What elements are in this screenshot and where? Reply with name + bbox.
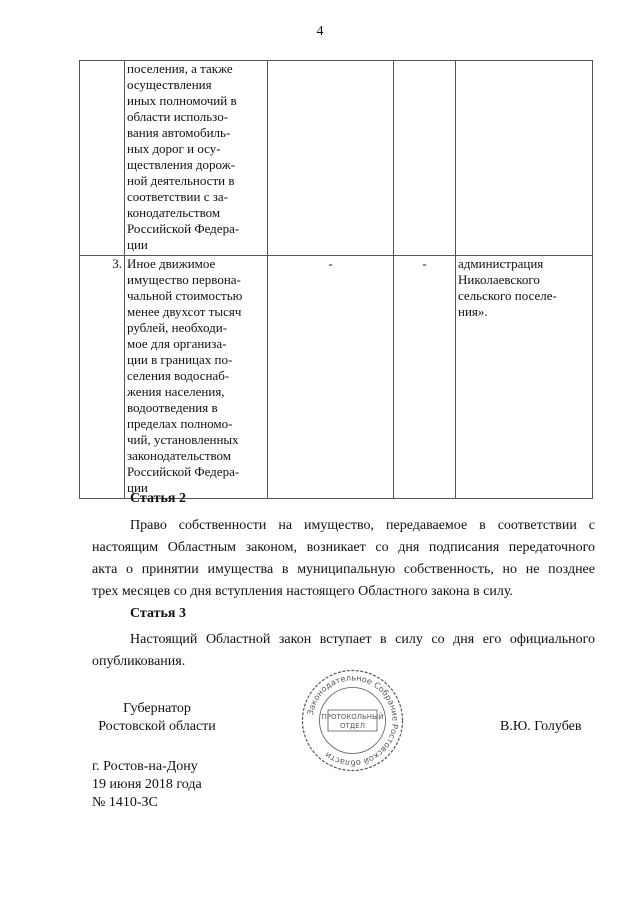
law-number: № 1410-ЗС [92, 795, 158, 810]
property-name-line: ции [127, 237, 148, 252]
stamp-inner-text-2: ОТДЕЛ [340, 722, 365, 730]
property-name-line: ции в границах по- [127, 352, 233, 367]
stamp-seal [300, 668, 405, 773]
property-table [79, 60, 593, 499]
recipient-line: ния». [458, 304, 488, 319]
property-name-line: конодательством [127, 205, 221, 220]
article-2-heading: Статья 2 [130, 491, 186, 506]
stamp-ring-text: Законодательное Собрание Ростовской области [304, 672, 401, 769]
table-row [80, 256, 593, 499]
property-name-line: иных полномочий в [127, 93, 237, 108]
table-row [80, 61, 593, 256]
row-number-cell: 3. [80, 256, 125, 499]
recipient-cell [456, 61, 593, 256]
property-name-line: Российской Федера- [127, 464, 240, 479]
property-name-line: поселения, а также [127, 61, 233, 76]
recipient-line: администрация [458, 256, 544, 271]
date: 19 июня 2018 года [92, 777, 202, 792]
property-name-line: законодательством [127, 448, 232, 463]
property-name-cell [125, 256, 268, 499]
property-name-line: жения населения, [127, 384, 225, 399]
article-2-line: акта о принятии имущества в муниципальную собственность, но не позднее [92, 562, 595, 577]
signatory-position [92, 700, 222, 736]
property-name-line: чальной стоимостью [127, 288, 243, 303]
property-name-line: менее двухсот тысяч [127, 304, 242, 319]
article-2-line: трех месяцев со дня вступления настоящего Областного закона в силу. [92, 584, 513, 599]
property-name-line: области использо- [127, 109, 229, 124]
property-name-line: ции [127, 480, 148, 495]
property-name-line: чий, установленных [127, 432, 239, 447]
property-name-line: ных дорог и осу- [127, 141, 221, 156]
article-2-text [92, 515, 595, 603]
recipient-cell [456, 256, 593, 499]
property-name-cell [125, 61, 268, 256]
article-2-line: Право собственности на имущество, передаваемое в соответствии с [130, 518, 595, 533]
row-number-cell [80, 61, 125, 256]
property-table-body [80, 61, 593, 499]
column-4-cell [394, 61, 456, 256]
column-3-cell [268, 61, 394, 256]
article-3-line: опубликования. [92, 654, 186, 669]
property-name-line: пределах полномо- [127, 416, 233, 431]
recipient-line: Николаевского [458, 272, 540, 287]
article-2-line: настоящим Областным законом, возникает со дня подписания передаточного [92, 540, 595, 555]
property-name-line: рублей, необходи- [127, 320, 228, 335]
page-number: 4 [316, 24, 324, 39]
column-3-cell: - [268, 256, 394, 499]
recipient-line: сельского поселе- [458, 288, 557, 303]
property-name-line: осуществления [127, 77, 212, 92]
article-3-heading: Статья 3 [130, 606, 186, 621]
signatory-position-line: Ростовской области [98, 719, 216, 734]
signatory-name: В.Ю. Голубев [500, 719, 582, 734]
property-name-line: ной деятельности в [127, 173, 235, 188]
signatory-position-line: Губернатор [123, 701, 191, 716]
property-name-line: селения водоснаб- [127, 368, 230, 383]
article-3-text [92, 629, 595, 673]
property-name-line: Иное движимое [127, 256, 216, 271]
property-name-line: мое для организа- [127, 336, 227, 351]
property-name-line: соответствии с за- [127, 189, 228, 204]
property-name-line: водоотведения в [127, 400, 218, 415]
stamp-inner-text-1: ПРОТОКОЛЬНЫЙ [321, 713, 384, 721]
city: г. Ростов-на-Дону [92, 759, 198, 774]
column-4-cell: - [394, 256, 456, 499]
place-and-date-block [92, 758, 202, 812]
property-name-line: вания автомобиль- [127, 125, 231, 140]
article-3-line: Настоящий Областной закон вступает в силу со дня его официального [130, 632, 595, 647]
property-name-line: Российской Федера- [127, 221, 240, 236]
property-name-line: ществления дорож- [127, 157, 236, 172]
property-name-line: имущество первона- [127, 272, 241, 287]
